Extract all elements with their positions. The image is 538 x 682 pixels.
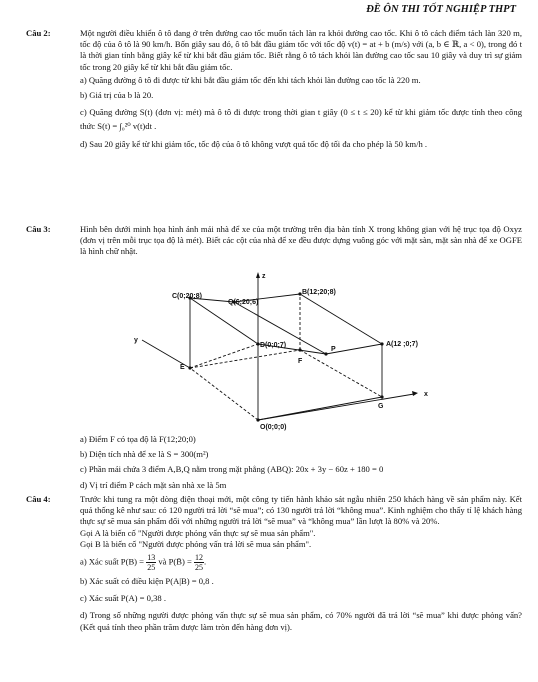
question-3-option-c: c) Phần mái chứa 3 điểm A,B,Q nằm trong mặt phẳng (ABQ): 20x + 3y − 60z + 180 = 0 <box>80 464 384 475</box>
question-3-option-a: a) Điểm F có tọa độ là F(12;20;0) <box>80 434 196 444</box>
label-O: O(0;0;0) <box>260 424 287 431</box>
question-3 <box>26 224 522 258</box>
edge-EF <box>190 350 300 368</box>
question-2 <box>26 28 522 150</box>
question-2-option-c: c) Quãng đường S(t) (đơn vị: mét) mà ô tô đi được trong thời gian t giây (0 ≤ t ≤ 20) kể từ khi giảm tốc được tính theo công thức S(t) = ∫₀²⁰ v(t)dt . <box>80 107 522 132</box>
question-3-label: Câu 3: <box>26 224 51 234</box>
label-P: P <box>331 346 336 353</box>
option-a-prefix: a) Xác suất P(B) = <box>80 556 145 567</box>
question-2-option-d: d) Sau 20 giây kể từ khi giảm tốc, tốc độ của ô tô không vượt quá tốc độ tối đa cho phép là 50 km/h . <box>80 139 428 150</box>
question-4-option-c: c) Xác suất P(A) = 0,38 . <box>80 593 166 604</box>
fraction-1 <box>146 553 156 572</box>
question-2-option-b: b) Giá trị của b là 20. <box>80 90 154 101</box>
question-3-option-d: d) Vị trí điểm P cách mặt sàn nhà xe là 5m <box>80 479 227 490</box>
edge-FG <box>300 350 382 397</box>
label-C: C(0;20;8) <box>172 293 202 300</box>
question-3-options <box>26 434 522 491</box>
carport-figure <box>122 272 444 430</box>
question-4-option-d: d) Trong số những người được phỏng vấn thực sự sẽ mua sản phẩm, có 70% người đã trả lời “sẽ mua” khi được phỏng vấn? (Kết quả tính theo phần trăm được làm tròn đến hàng đơn vị). <box>80 610 522 632</box>
question-2-intro: Một người điều khiển ô tô đang ở trên đường cao tốc muốn tách làn ra khỏi đường cao tốc. Khi ô tô cách điểm tách làn 320 m, tốc độ của ô tô là 90 km/h. Bốn giây sau đó, ô tô bắt đầu giảm tốc với tốc độ v(t) = at + b (m/s) với (a, b ∈ ℝ, a < 0), trong đó t là thời gian tính bằng giây kể từ khi bắt đầu giảm tốc. Biết rằng ô tô tách khỏi làn đường cao tốc sau 10 giây và duy trì sự giảm tốc trong 20 giây kể từ khi bắt đầu giảm tốc. <box>80 28 522 72</box>
label-G: G <box>378 403 384 410</box>
label-z-axis: z <box>262 273 266 280</box>
fraction-2-den: 25 <box>195 563 203 573</box>
edge-OG <box>258 397 382 420</box>
helper-ED <box>190 344 258 368</box>
page-header: ĐỀ ÔN THI TỐT NGHIỆP THPT <box>366 4 516 15</box>
label-B: B(12;20;8) <box>302 289 336 296</box>
question-4-option-b: b) Xác suất có điều kiện P(A|B) = 0,8 . <box>80 576 214 587</box>
question-4 <box>26 494 522 633</box>
question-2-label: Câu 2: <box>26 28 51 38</box>
label-D: D(0;0;7) <box>260 342 287 349</box>
carport-diagram <box>122 272 444 430</box>
question-4-intro: Trước khi tung ra một dòng điện thoại mới, một công ty tiến hành khảo sát ngẫu nhiên 250 khách hàng về sản phẩm này. Kết quả thống kê như sau: có 120 người trả lời “sẽ mua”; có 130 người trả lời “không mua”. Kinh nghiệm cho thấy tỉ lệ khách hàng thực sự sẽ mua sản phẩm đối với những người trả lời “sẽ mua” và “không mua” lần lượt là 80% và 20%. <box>80 494 522 527</box>
label-x-axis: x <box>424 391 428 398</box>
label-Q: Q(6;20;6) <box>228 299 259 306</box>
label-E: E <box>180 364 185 371</box>
fraction-2-num: 12 <box>195 553 203 563</box>
question-2-option-a: a) Quãng đường ô tô đi được từ khi bắt đầu giảm tốc đến khi tách khỏi làn đường cao tốc là 220 m. <box>80 74 421 85</box>
option-a-middle: và P(B̄) = <box>158 556 192 567</box>
question-4-event-a: Gọi A là biến cố "Người được phỏng vấn thực sự sẽ mua sản phẩm". <box>80 527 316 538</box>
label-y-axis: y <box>134 337 138 344</box>
question-3-option-b: b) Diện tích nhà để xe là S = 300(m²) <box>80 449 209 460</box>
fraction-1-den: 25 <box>147 563 156 573</box>
label-A: A(12 ;0;7) <box>386 341 418 348</box>
question-4-event-b: Gọi B là biến cố "Người được phỏng vấn trả lời sẽ mua sản phẩm". <box>80 538 312 549</box>
question-4-option-a: a) Xác suất P(B) = $\frac{13}{25}$ và P(B̄) = $\frac{12}{25}$ . <box>80 553 207 573</box>
fraction-2 <box>194 553 204 572</box>
label-F: F <box>298 358 303 365</box>
fraction-1-num: 13 <box>147 553 156 563</box>
question-3-intro: Hình bên dưới minh họa hình ảnh mái nhà để xe của một trường trên địa bàn tỉnh X trong không gian với hệ trục tọa độ Oxyz (đơn vị trên mỗi trục tọa độ là mét). Biết các cột của nhà để xe đều được dựng vuông góc với mặt sàn, mặt sàn nhà để xe OGFE là hình chữ nhật. <box>80 224 522 257</box>
question-4-label: Câu 4: <box>26 494 51 504</box>
roof-BA <box>300 294 382 344</box>
y-axis-dashed <box>190 368 258 420</box>
